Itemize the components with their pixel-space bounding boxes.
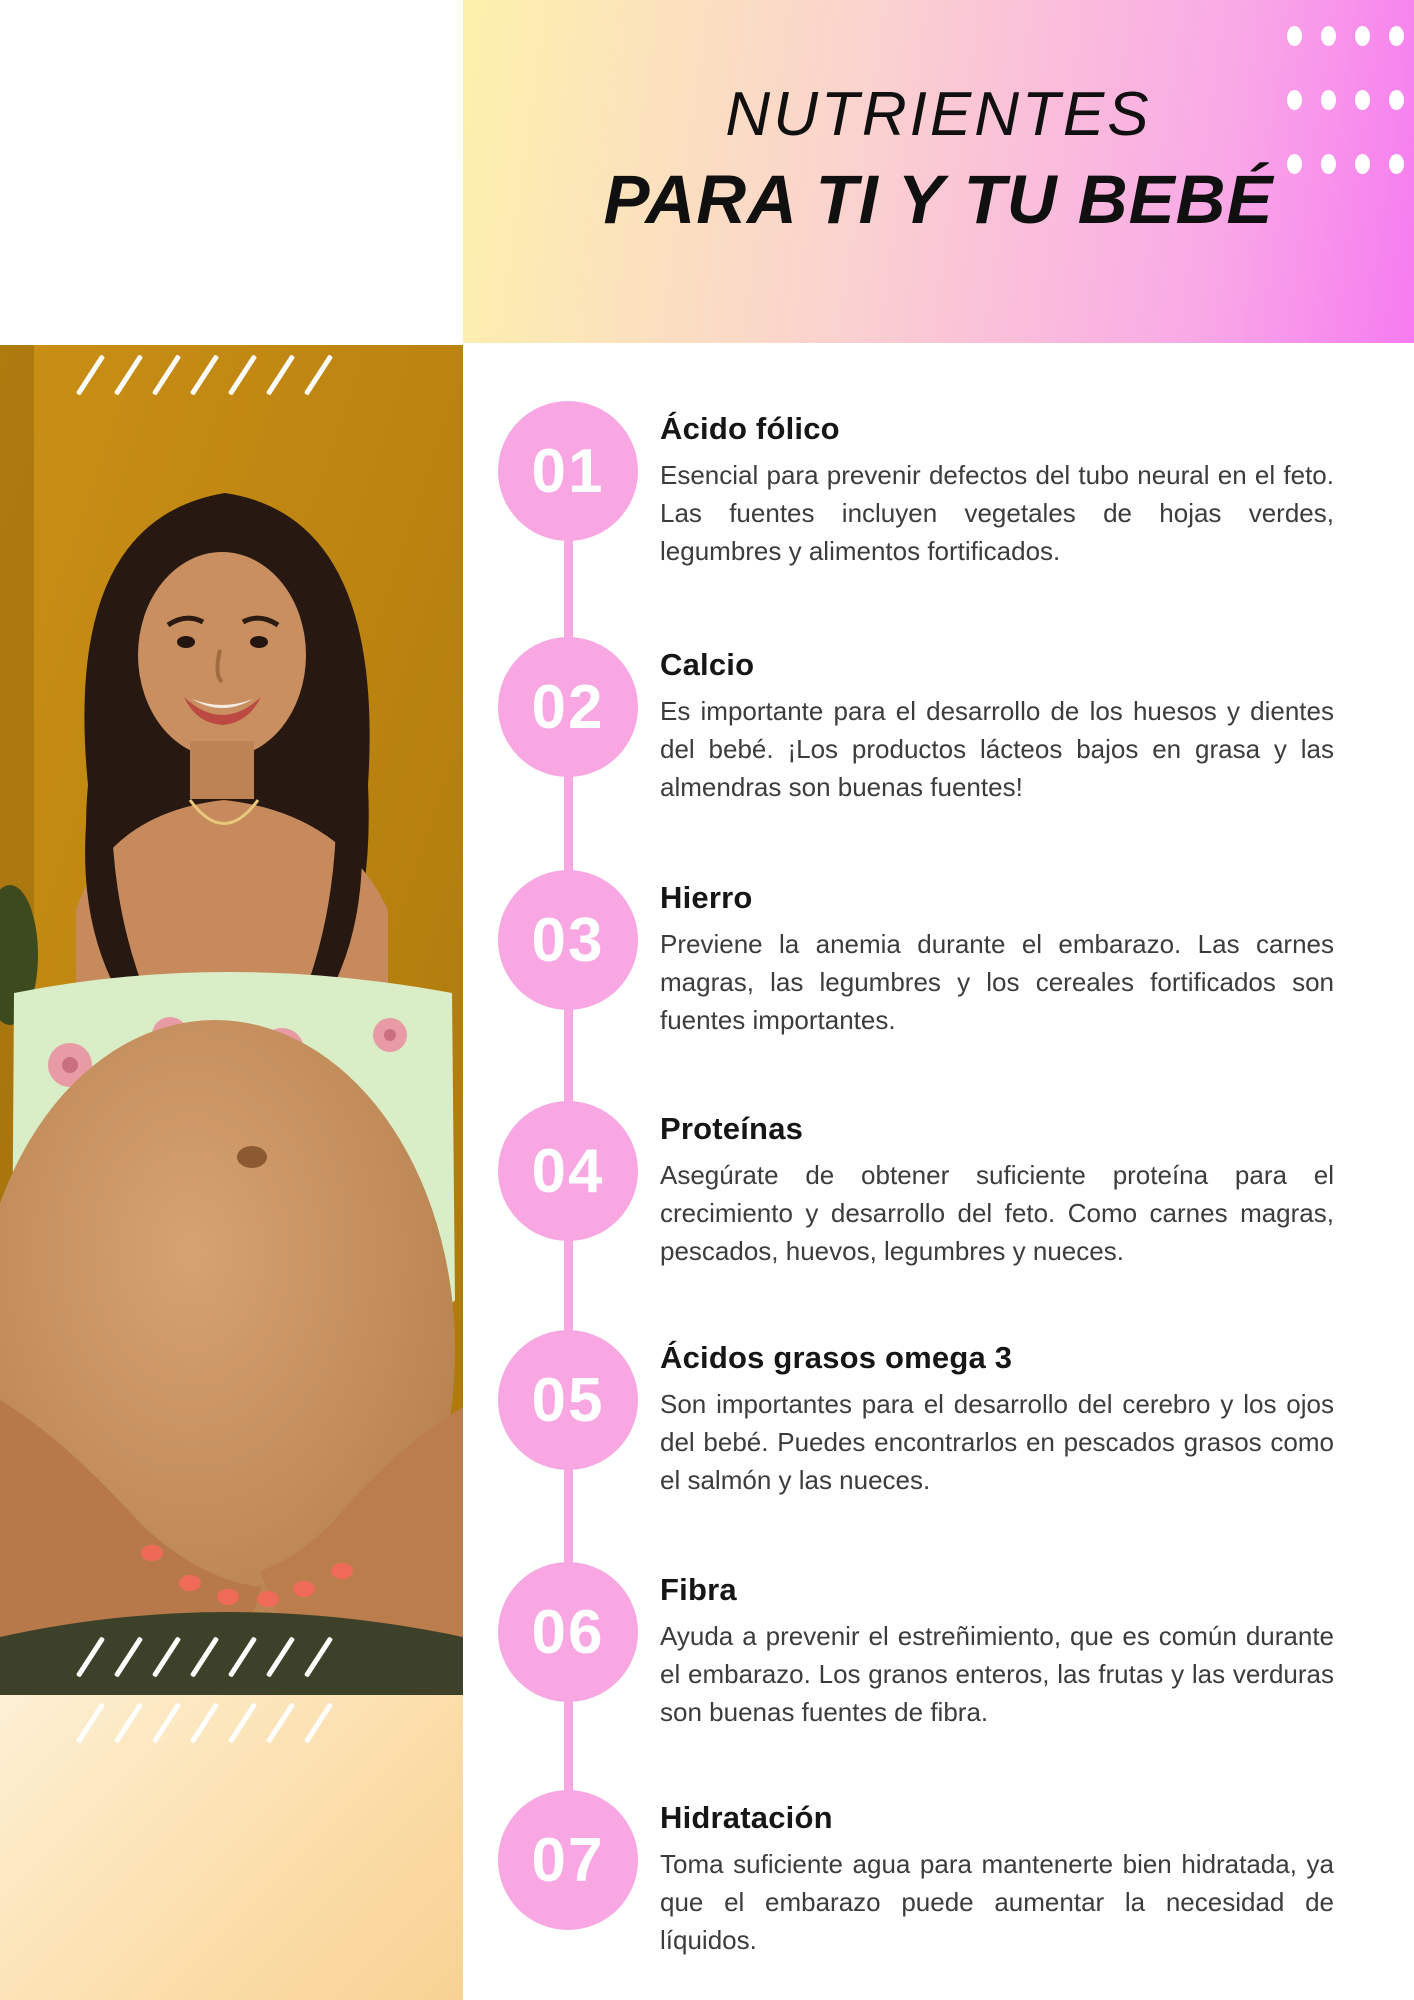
item-title: Ácido fólico (660, 411, 840, 446)
item-text-block (660, 1330, 1334, 1500)
slash-decoration-top (88, 352, 321, 398)
item-title: Proteínas (660, 1111, 804, 1146)
slash-icon (114, 1702, 143, 1743)
item-description: Es importante para el desarrollo de los huesos y dientes del bebé. ¡Los productos lácteos bajos en grasa y las almendras son buenas fuentes! (660, 696, 1334, 802)
item-text-block (660, 1790, 1334, 1960)
item-title: Ácidos grasos omega 3 (660, 1340, 1013, 1375)
slash-decoration-bottom-2 (88, 1700, 321, 1746)
pregnant-woman-illustration (0, 345, 463, 1695)
page-title (463, 79, 1414, 239)
slash-icon (228, 1702, 257, 1743)
slash-icon (190, 1636, 219, 1677)
item-title: Hierro (660, 880, 753, 915)
slash-icon (228, 1636, 257, 1677)
item-text-block (660, 1562, 1334, 1732)
item-text-block (660, 637, 1334, 807)
step-number-badge (498, 1562, 638, 1702)
slash-icon (228, 354, 257, 395)
dot-icon (1321, 26, 1336, 46)
nutrient-item-acido-folico (498, 401, 1334, 571)
item-description: Esencial para prevenir defectos del tubo neural en el feto. Las fuentes incluyen vegetales de hojas verdes, legumbres y alimentos fortificados. (660, 460, 1334, 566)
nutrient-item-calcio (498, 637, 1334, 807)
dot-icon (1355, 26, 1370, 46)
item-text-block (660, 1101, 1334, 1271)
slash-icon (266, 1702, 295, 1743)
step-number-badge (498, 401, 638, 541)
nutrient-item-proteinas (498, 1101, 1334, 1271)
slash-decoration-bottom-1 (88, 1634, 321, 1680)
step-number: 06 (531, 1597, 605, 1667)
step-number: 03 (531, 905, 605, 975)
slash-icon (266, 354, 295, 395)
slash-icon (152, 354, 181, 395)
item-title: Fibra (660, 1572, 737, 1607)
slash-icon (190, 354, 219, 395)
nutrient-item-fibra (498, 1562, 1334, 1732)
page-title-line2: PARA TI Y TU BEBÉ (603, 161, 1274, 239)
step-number: 04 (531, 1136, 605, 1206)
step-number-badge (498, 870, 638, 1010)
step-number-badge (498, 1330, 638, 1470)
slash-icon (266, 1636, 295, 1677)
item-description: Toma suficiente agua para mantenerte bien hidratada, ya que el embarazo puede aumentar la necesidad de líquidos. (660, 1849, 1334, 1955)
nutrient-item-omega-3 (498, 1330, 1334, 1500)
item-title: Hidratación (660, 1800, 833, 1835)
item-text-block (660, 401, 1334, 571)
slash-icon (114, 354, 143, 395)
item-description: Previene la anemia durante el embarazo. Las carnes magras, las legumbres y los cereales fortificados son fuentes importantes. (660, 929, 1334, 1035)
step-number: 07 (531, 1825, 605, 1895)
header-banner (463, 0, 1414, 343)
slash-icon (152, 1636, 181, 1677)
nutrient-item-hidratacion (498, 1790, 1334, 1960)
item-description: Asegúrate de obtener suficiente proteína para el crecimiento y desarrollo del feto. Como carnes magras, pescados, huevos, legumbres y nueces. (660, 1160, 1334, 1266)
page-title-line1: NUTRIENTES (725, 80, 1152, 150)
dot-icon (1287, 26, 1302, 46)
step-number-badge (498, 637, 638, 777)
item-description: Ayuda a prevenir el estreñimiento, que es común durante el embarazo. Los granos enteros, las frutas y las verduras son buenas fuentes de fibra. (660, 1621, 1334, 1727)
slash-icon (152, 1702, 181, 1743)
slash-icon (114, 1636, 143, 1677)
step-number-badge (498, 1101, 638, 1241)
step-number-badge (498, 1790, 638, 1930)
item-description: Son importantes para el desarrollo del cerebro y los ojos del bebé. Puedes encontrarlos en pescados grasos como el salmón y las nueces. (660, 1389, 1334, 1495)
step-number: 05 (531, 1365, 605, 1435)
nutrient-item-hierro (498, 870, 1334, 1040)
pregnant-woman-photo (0, 345, 463, 1695)
item-text-block (660, 870, 1334, 1040)
slash-icon (190, 1702, 219, 1743)
item-title: Calcio (660, 647, 755, 682)
step-number: 01 (531, 436, 605, 506)
step-number: 02 (531, 672, 605, 742)
dot-icon (1389, 26, 1404, 46)
